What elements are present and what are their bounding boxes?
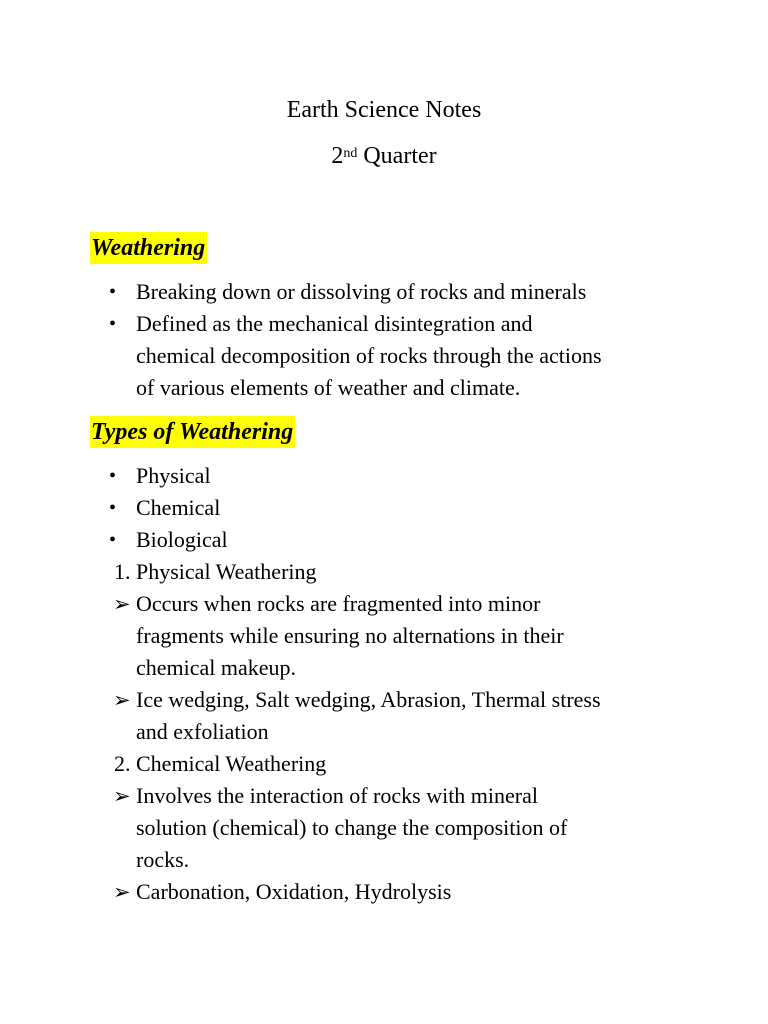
bullet-icon: • [109,529,117,551]
list-item: Breaking down or dissolving of rocks and minerals [136,279,587,304]
sub-point: Ice wedging, Salt wedging, Abrasion, Thermal stress [136,687,601,712]
arrow-icon: ➢ [113,592,131,616]
list-item: Defined as the mechanical disintegration and [136,311,533,336]
document-subtitle [0,142,768,170]
quarter-word: Quarter [363,143,437,169]
sub-point-continuation: solution (chemical) to change the composition of [136,815,568,840]
numbered-item-label: Physical Weathering [136,559,317,584]
sub-point: Carbonation, Oxidation, Hydrolysis [136,879,452,904]
numbered-item-label: Chemical Weathering [136,751,327,776]
list-item: Biological [136,527,228,552]
bullet-icon: • [109,281,117,303]
list-item: Physical [136,463,211,488]
bullet-icon: • [109,465,117,487]
bullet-icon: • [109,497,117,519]
list-number: 2. [114,751,131,776]
sub-point-continuation: and exfoliation [136,719,269,744]
list-number: 1. [114,559,131,584]
sub-point-continuation: rocks. [136,847,190,872]
arrow-icon: ➢ [113,784,131,808]
list-item: Chemical [136,495,221,520]
arrow-icon: ➢ [113,880,131,904]
sub-point-continuation: chemical makeup. [136,655,297,680]
sub-point: Occurs when rocks are fragmented into minor [136,591,541,616]
bullet-icon: • [109,313,117,335]
heading-weathering: Weathering [90,232,207,264]
quarter-number: 2 [331,143,344,169]
document-title: Earth Science Notes [286,97,482,123]
sub-point-continuation: fragments while ensuring no alternations in their [136,623,564,648]
heading-types-of-weathering: Types of Weathering [90,416,295,448]
list-item-continuation: chemical decomposition of rocks through the actions [136,343,602,368]
sub-point: Involves the interaction of rocks with mineral [136,783,538,808]
list-item-continuation: of various elements of weather and climate. [136,375,521,400]
quarter-ordinal-suffix: nd [343,146,358,161]
arrow-icon: ➢ [113,688,131,712]
